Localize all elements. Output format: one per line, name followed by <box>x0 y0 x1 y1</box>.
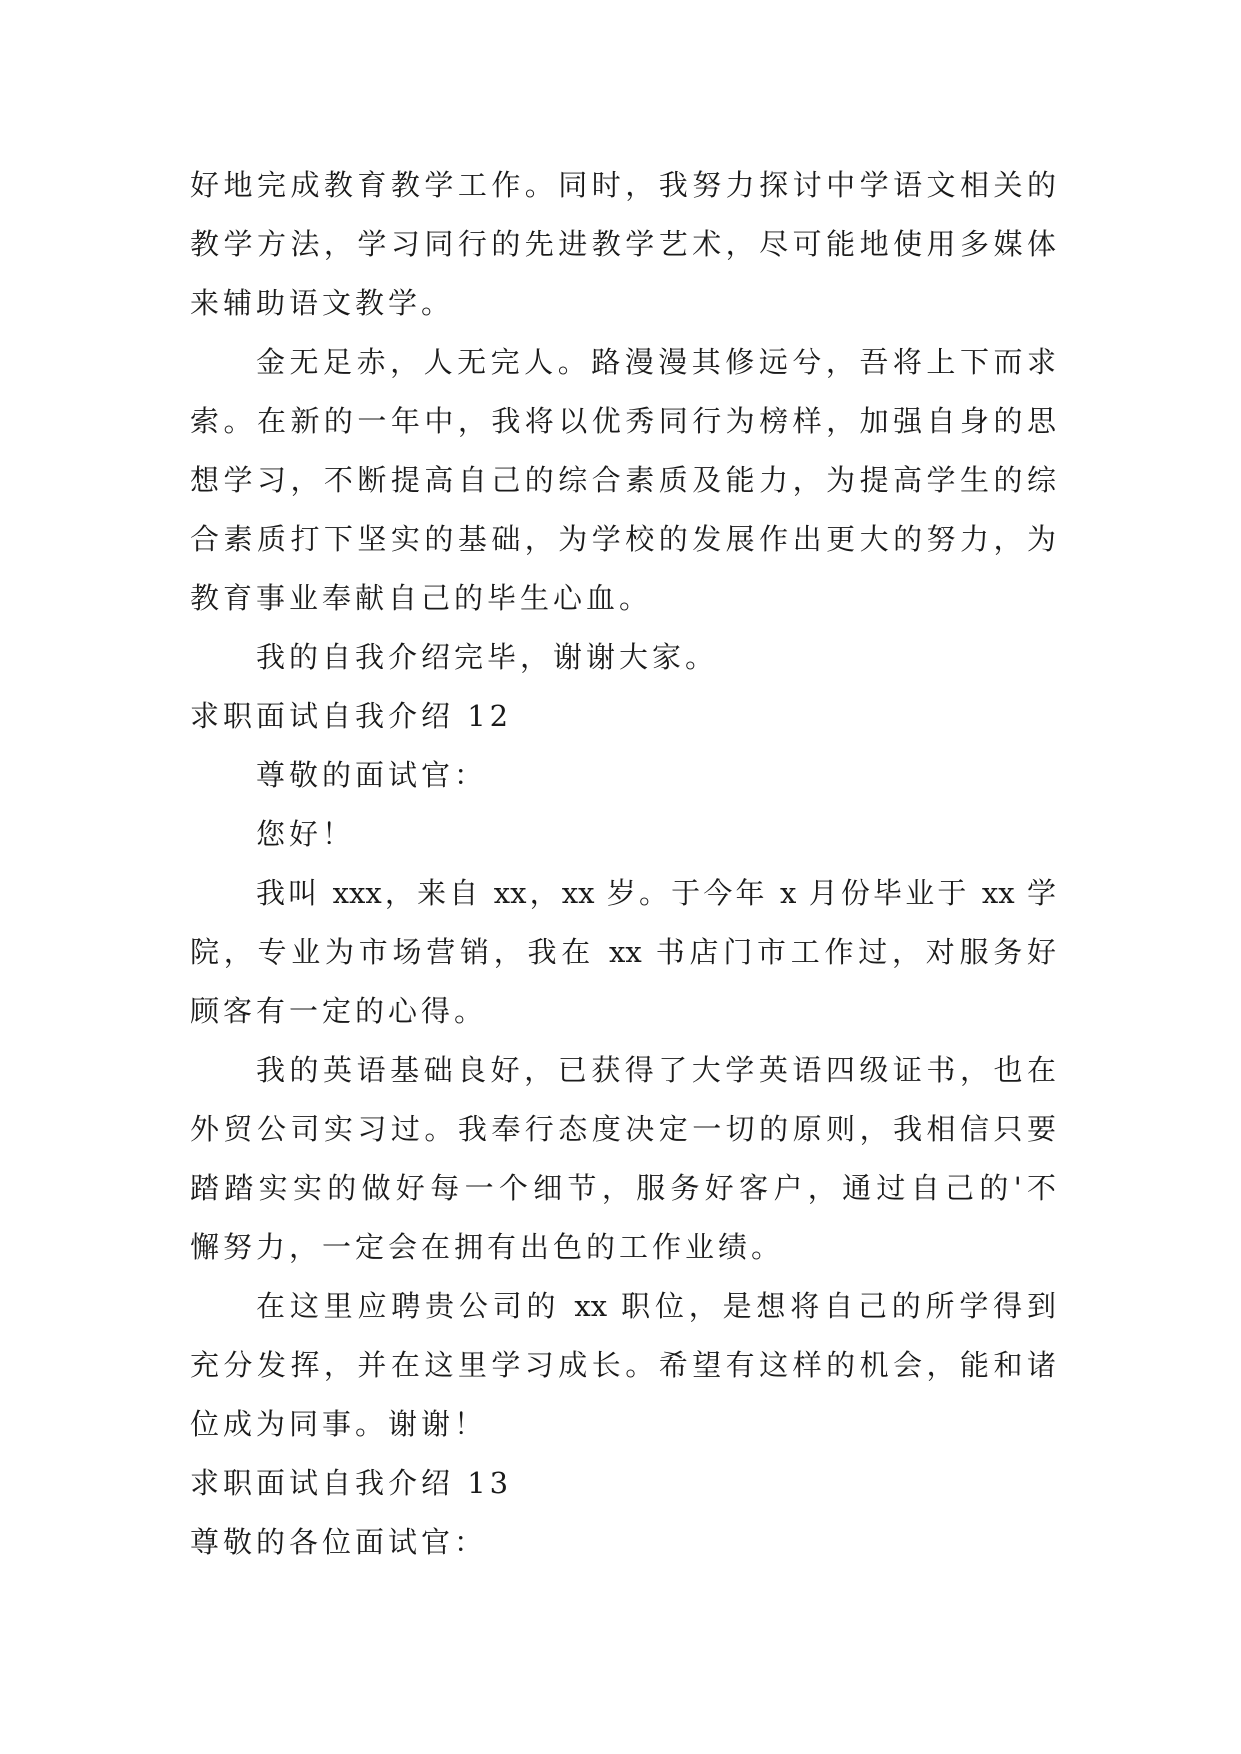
salutation: 尊敬的各位面试官： <box>190 1525 488 1559</box>
text-line: 我叫 xxx，来自 xx，xx 岁。于今年 x 月份毕业于 xx 学 <box>256 876 1056 910</box>
greeting: 您好！ <box>256 817 356 851</box>
text-line: 金无足赤，人无完人。路漫漫其修远兮，吾将上下而求 <box>256 345 1056 379</box>
text-line: 充分发挥，并在这里学习成长。希望有这样的机会，能和诸 <box>190 1348 1056 1382</box>
paragraph <box>190 628 1056 687</box>
text-line: 教育事业奉献自己的毕生心血。 <box>190 581 653 615</box>
text-line: 位成为同事。谢谢！ <box>190 1407 488 1441</box>
text-line: 索。在新的一年中，我将以优秀同行为榜样，加强自身的思 <box>190 404 1056 438</box>
text-line: 懈努力，一定会在拥有出色的工作业绩。 <box>190 1230 785 1264</box>
paragraph <box>190 864 1056 1041</box>
text-line: 我的自我介绍完毕，谢谢大家。 <box>256 640 719 674</box>
text-line: 来辅助语文教学。 <box>190 286 455 320</box>
text-line: 顾客有一定的心得。 <box>190 994 488 1028</box>
text-line: 在这里应聘贵公司的 xx 职位，是想将自己的所学得到 <box>256 1289 1056 1323</box>
text-line: 我的英语基础良好，已获得了大学英语四级证书，也在 <box>256 1053 1056 1087</box>
section-heading: 求职面试自我介绍 12 <box>190 699 513 733</box>
section <box>190 1454 1056 1572</box>
text-line: 合素质打下坚实的基础，为学校的发展作出更大的努力，为 <box>190 522 1056 556</box>
paragraph <box>190 156 1056 333</box>
text-line: 想学习，不断提高自己的综合素质及能力，为提高学生的综 <box>190 463 1056 497</box>
document-body <box>190 156 1056 1572</box>
paragraph <box>190 1041 1056 1277</box>
paragraph <box>190 1277 1056 1454</box>
text-line: 好地完成教育教学工作。同时，我努力探讨中学语文相关的 <box>190 168 1056 202</box>
section <box>190 687 1056 1454</box>
text-line: 踏踏实实的做好每一个细节，服务好客户，通过自己的'不 <box>190 1171 1056 1205</box>
salutation: 尊敬的面试官： <box>256 758 488 792</box>
paragraph <box>190 333 1056 628</box>
text-line: 教学方法，学习同行的先进教学艺术，尽可能地使用多媒体 <box>190 227 1056 261</box>
text-line: 外贸公司实习过。我奉行态度决定一切的原则，我相信只要 <box>190 1112 1056 1146</box>
text-line: 院，专业为市场营销，我在 xx 书店门市工作过，对服务好 <box>190 935 1056 969</box>
section-heading: 求职面试自我介绍 13 <box>190 1466 513 1500</box>
